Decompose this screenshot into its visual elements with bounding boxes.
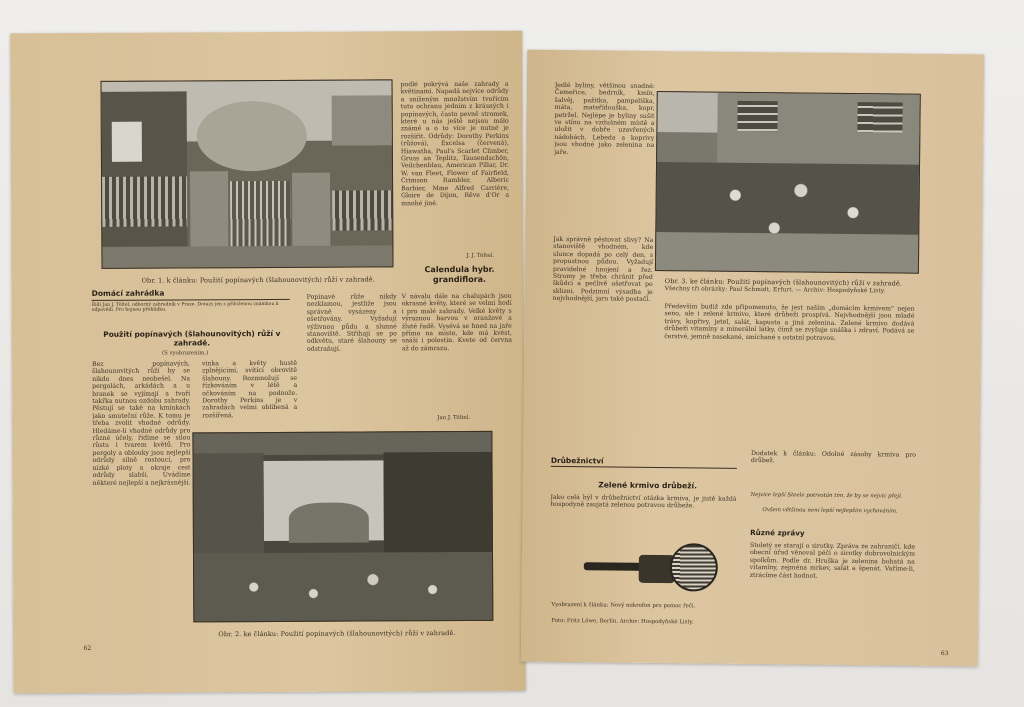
article-column-right: Popínavé růže nikdy nezklamou, jestliže jsou správně vysázeny a ošetřovány. Vyžadují výživnou půdu a slunné stanoviště. Stříhají se po odkvětu, staré šlahouny se odstraňují.	[306, 293, 397, 353]
article-column-top-right: podlé pokrývá naše zahrady a květinami. Napadá nejvíce odrůdy a sníženým množstvím tvořícím tuto ochranu jedním z krásných i popínavých, často pevně stromek, které u nás ještě nejsou málo známé a o to více je nutné je rozšířit. Odrůdy: Dorothy Perkins (růžová), Excelsa (červená), Hiawatha, Paul's Scarlet Climber, Gruss an Teplitz, Tausendschön, Veilchenblau, American Pillar, Dr. W. van Fleet, Flower of Fairfield, Crimson Rambler, Alberic Barbier, Mme Alfred Carrière, Gloire de Dijon, Rêve d'Or a mnohé jiné.	[400, 80, 510, 207]
photo3-credit: Všechny tři obrázky: Paul Schmidt, Erfurt. — Archiv: Hospodyňské Listy.	[664, 286, 886, 295]
poultry-article-title: Zelené krmivo drůbeží.	[598, 480, 698, 491]
section-head-poultry: Drůbežnictví	[550, 455, 604, 466]
section-head-garden: Domácí zahrádka	[91, 288, 165, 298]
microphone-illustration	[583, 540, 714, 597]
article-title: Použití popínavých (šlahounovitých) růží v zahradě.	[103, 328, 281, 348]
photo-house-roses	[655, 91, 921, 274]
tip-line-2: Ovšem většinou není lepší nejlepším vychováním.	[762, 507, 898, 515]
microphone-caption: Vyobrazení k článku: Nový mikrofon pro pomoc řeči.	[551, 601, 696, 610]
photo-garden-gate	[101, 79, 394, 269]
calendula-text: V návalu dále na chalupách jsou okrasné květy, které se velmi hodí i pro malé zahrady. Velké květy s výraznou barvou v oranžové a žluté řadě. Vysévá se hned na jaře přímo na místo, kde má kvést, snáší i polostín. Kvete od června až do zámrazu.	[401, 292, 512, 353]
author2: Jan J. Töltel.	[437, 414, 471, 422]
photo-pergola	[192, 431, 493, 623]
author1: J. J. Töltel.	[466, 252, 494, 259]
article-column-left: Bez popínavých, šlahounovitých růží by se nikdo dnes neobešel. Na pergolách, arkádách a u branek se vyjímají a tvoří takřka nutnou ozdobu zahrady. Pěstují se také na kmínkách jako smuteční růže. K tomu je třeba zvolit vhodné odrůdy. Hledáme-li vhodné odrůdy pro různé účely, řídíme se silou růstu i tvarem květů. Pro pergoly a oblouky jsou nejlepší odrůdy silně rostoucí, pro nízké ploty a okraje cest odrůdy slabší. Uvádíme některé nejlepší a nejkrásnější.	[91, 360, 191, 487]
editor-note: Řídí Jan J. Töltel, odborný zahradník v Praze. Dotazy jen s přiloženou známkou k odpovědi. Pro hojnou přehlídku.	[91, 301, 279, 314]
misc-news-text: Stoletý se starají o sirotky. Zpráva ze zahraničí, kde obecní úřad věnoval péči o sirotky dobrovolnickým spolkům. Podle dr. Hruška je zelenina bohatá na vitamíny, zejména mrkev, salát a špenát. Vaříme-li, ztrácíme část hodnot.	[749, 541, 916, 580]
photo2-caption: Obr. 2. ke článku: Použití popínavých (šlahounovitých) růží v zahradě.	[218, 629, 456, 639]
divider	[92, 299, 290, 301]
calendula-title: Calendula hybr. grandiflora.	[424, 264, 495, 285]
right-article-column-wide: Především budiž zde připomenuto, že jest naším „domácím krmivem" nejen seno, ale i zelené krmivo, které drůbeži prospívá. Nejvhodnější jsou mladé trávy, kopřivy, jetel, salát, kapusta a jiná zelenina. Zelené krmivo dodává drůbeži vitamíny a minerální látky, čímž se zvyšuje snáška i zdraví. Podává se čerstvé, jemně nasekané, smíchané s ostatní potravou.	[664, 303, 915, 342]
article-column-middle: vinka a květy hustě zplnějícími, svítící obrovitě šlahouny. Rozmnožují se řízkováním v létě a očkováním na podnože. Dorothy Perkins je v zahradách velmi oblíbená a rozšířená.	[201, 359, 298, 420]
photo3-caption: Obr. 3. ke článku: Použití popínavých (šlahounovitých) růží v zahradě.	[664, 277, 903, 288]
page-number-right: 63	[940, 649, 949, 658]
tip-line-1: Nejvíce lepší Steele potrestán tím, že by se nejvíc přejí.	[750, 491, 903, 500]
right-page	[521, 50, 984, 667]
right-article-column-top: Jedlé byliny, většinou snadné: Čemeřice, bedrník, kmín, šalvěj, pažitka, pampeliška, máta, mateřídouška, kopr, petržel. Nejlépe je byliny sušit ve stínu na vzdušném místě a uložit v dobře uzavřených nádobách. Lebeda a koprivy jsou vhodné jako zelenina na jaře.	[554, 81, 655, 156]
right-article-column-mid: Jak správně pěstovat slivy? Na stanoviště vhodném, kde slunce dopadá po celý den, s propustnou půdou. Vyžadují pravidelné hnojení a řez. Stromy je třeba chránit před škůdci a pečlivě ošetřovat po sklizni. Podzimní výsadba je nejvhodnější, jaro také postačí.	[552, 235, 654, 304]
left-page	[10, 31, 525, 694]
page-number-left: 62	[83, 644, 92, 652]
photo1-caption: Obr. 1. k článku: Použití popínavých (šlahounovitých) růží v zahradě.	[141, 275, 375, 285]
misc-news-head: Různé zprávy	[750, 527, 805, 538]
poultry-text: Jako celá hýl v drůbežnictví otázka krmiva, je jistě každá hospodyně zaujatá zelenou potravou drůbeže.	[550, 493, 737, 510]
right-bottom-column: Dodatek k článku: Odolné zásoby krmiva pro drůbež.	[750, 449, 917, 465]
article-subtitle: (S vyobrazením.)	[161, 350, 209, 357]
microphone-credit: Foto: Fritz Löwe, Berlín. Archiv: Hospodyňské Listy.	[551, 617, 694, 626]
